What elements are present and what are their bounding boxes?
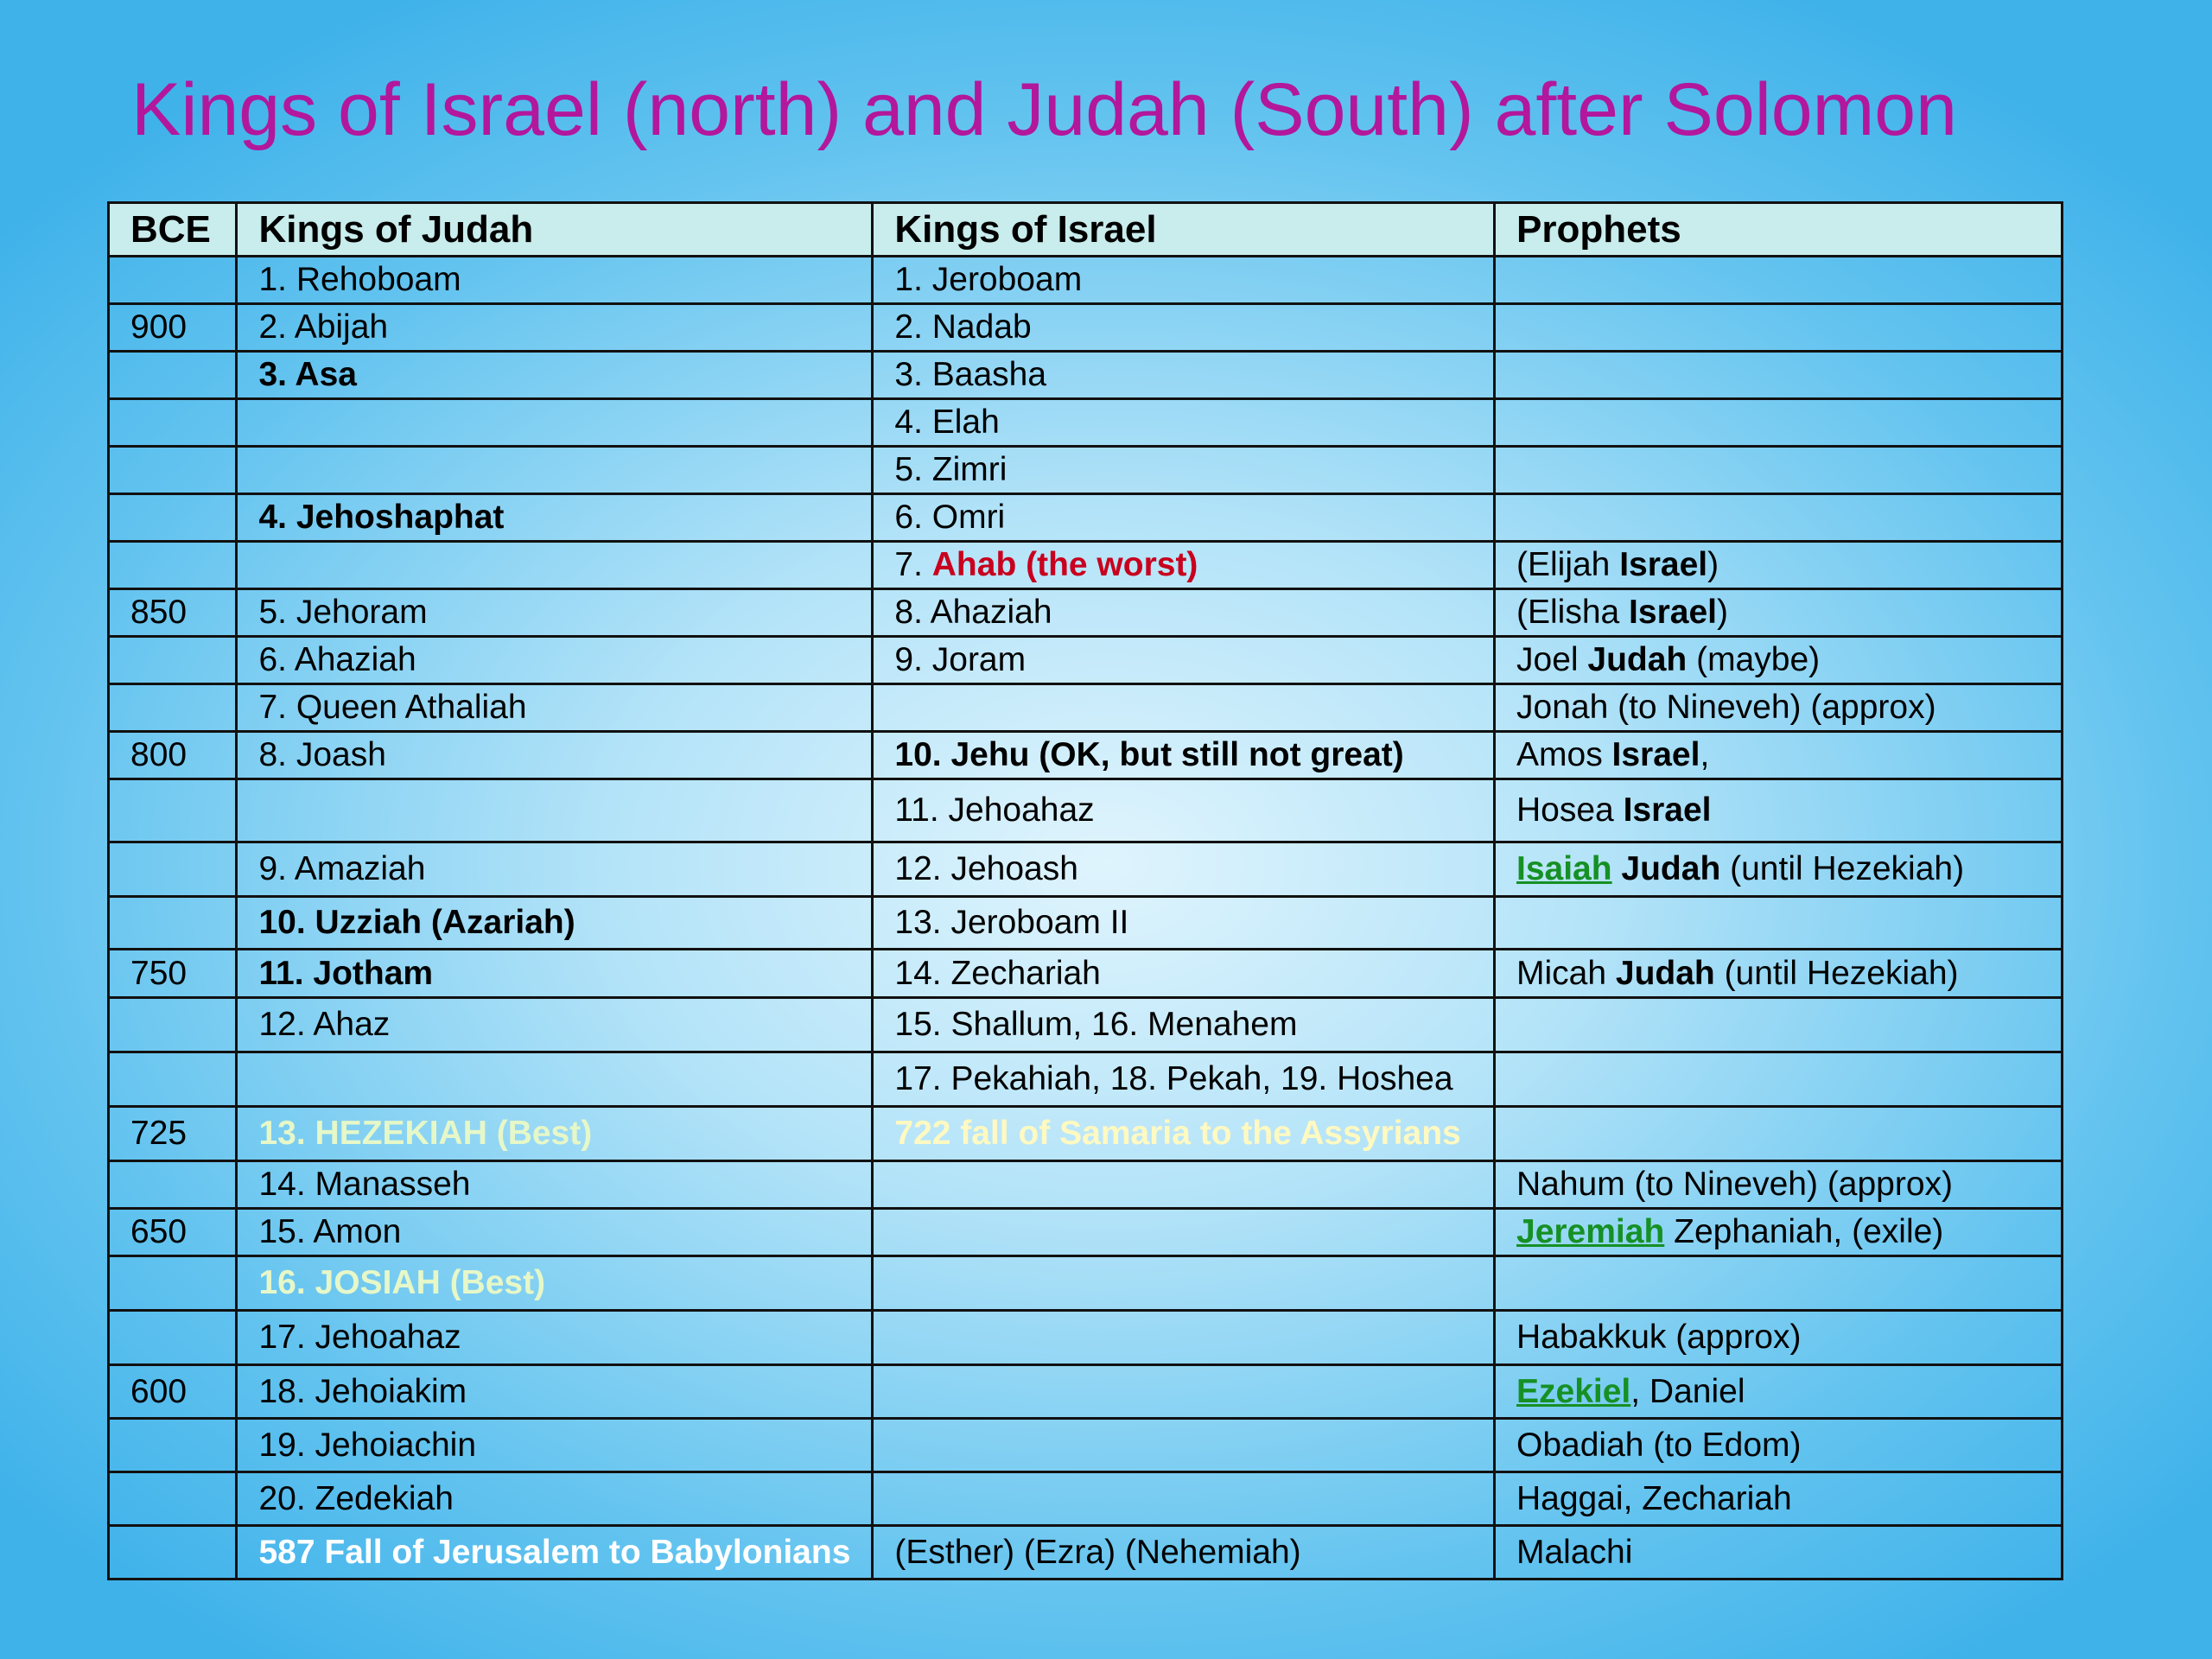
cell-text: 20. Zedekiah: [258, 1479, 454, 1517]
table-row: [109, 542, 2063, 589]
table-row: [109, 1472, 2063, 1526]
cell-text: Judah: [1621, 850, 1721, 887]
cell-judah: [237, 1419, 873, 1472]
table-row: [109, 1052, 2063, 1107]
cell-text: , Daniel: [1630, 1372, 1745, 1410]
cell-text: 18. Jehoiakim: [258, 1372, 467, 1410]
cell-israel: [873, 1107, 1495, 1161]
kings-table: [107, 201, 2063, 1580]
cell-israel: [873, 732, 1495, 779]
cell-bce: [109, 1472, 237, 1526]
table-row: [109, 589, 2063, 637]
cell-text: Micah: [1516, 954, 1616, 992]
cell-prophets: [1495, 897, 2063, 950]
cell-judah: [237, 637, 873, 684]
cell-israel: [873, 589, 1495, 637]
table-row: [109, 732, 2063, 779]
cell-text: 10. Jehu (OK, but still not great): [894, 736, 1404, 773]
cell-judah: [237, 1311, 873, 1365]
cell-israel: [873, 447, 1495, 494]
cell-prophets: [1495, 950, 2063, 998]
cell-israel: [873, 684, 1495, 732]
cell-judah: [237, 1256, 873, 1311]
cell-israel: [873, 897, 1495, 950]
cell-judah: [237, 542, 873, 589]
table-row: [109, 1365, 2063, 1419]
cell-text: 19. Jehoiachin: [258, 1426, 477, 1464]
cell-prophets: [1495, 842, 2063, 897]
cell-prophets: [1495, 542, 2063, 589]
cell-text: Joel: [1516, 641, 1588, 678]
cell-israel: [873, 1472, 1495, 1526]
cell-text: Judah: [1587, 641, 1688, 678]
cell-israel: [873, 950, 1495, 998]
cell-judah: [237, 1526, 873, 1580]
table-row: [109, 842, 2063, 897]
table-row: [109, 684, 2063, 732]
cell-israel: [873, 399, 1495, 447]
cell-text: 587 Fall of Jerusalem to Babylonians: [258, 1533, 851, 1571]
table-row: [109, 998, 2063, 1052]
table-row: [109, 1311, 2063, 1365]
table-row: [109, 1419, 2063, 1472]
cell-prophets: [1495, 1526, 2063, 1580]
header-kings-of-judah: Kings of Judah: [237, 203, 873, 257]
cell-judah: [237, 1209, 873, 1256]
cell-text: 2. Nadab: [894, 308, 1032, 346]
cell-bce: 800: [109, 732, 237, 779]
cell-text: [1612, 850, 1622, 887]
cell-prophets: [1495, 304, 2063, 352]
cell-israel: [873, 1419, 1495, 1472]
cell-israel: [873, 304, 1495, 352]
cell-prophets: [1495, 1161, 2063, 1209]
cell-text: 12. Ahaz: [258, 1006, 391, 1043]
cell-bce: [109, 1311, 237, 1365]
table-row: [109, 897, 2063, 950]
cell-israel: [873, 1161, 1495, 1209]
cell-text: (maybe): [1687, 641, 1821, 678]
cell-prophets: [1495, 1311, 2063, 1365]
table-row: [109, 352, 2063, 399]
cell-text: 17. Pekahiah, 18. Pekah, 19. Hoshea: [894, 1060, 1453, 1097]
cell-text: 17. Jehoahaz: [258, 1319, 461, 1356]
header-row: [109, 203, 2063, 257]
cell-israel: [873, 1526, 1495, 1580]
cell-bce: [109, 1256, 237, 1311]
cell-bce: [109, 447, 237, 494]
cell-prophets: [1495, 998, 2063, 1052]
cell-text: 13. Jeroboam II: [894, 904, 1129, 941]
cell-text: 8. Joash: [258, 736, 386, 773]
header-bce: BCE: [109, 203, 237, 257]
cell-prophets: [1495, 779, 2063, 842]
cell-text: Ahab (the worst): [931, 546, 1198, 583]
cell-text: Haggai, Zechariah: [1516, 1479, 1792, 1517]
cell-judah: [237, 447, 873, 494]
table-row: [109, 257, 2063, 304]
cell-judah: [237, 732, 873, 779]
table-row: [109, 1107, 2063, 1161]
cell-prophets: [1495, 494, 2063, 542]
cell-bce: [109, 257, 237, 304]
table-row: [109, 1161, 2063, 1209]
table-body: [109, 257, 2063, 1580]
cell-israel: [873, 998, 1495, 1052]
cell-text: 13. HEZEKIAH (Best): [258, 1115, 593, 1152]
cell-prophets: [1495, 1472, 2063, 1526]
cell-text: Nahum (to Nineveh) (approx): [1516, 1166, 1954, 1203]
cell-judah: [237, 1365, 873, 1419]
cell-text: 12. Jehoash: [894, 850, 1078, 887]
cell-judah: [237, 589, 873, 637]
cell-text: 722 fall of Samaria to the Assyrians: [894, 1115, 1461, 1152]
cell-text[interactable]: Isaiah: [1516, 850, 1612, 887]
cell-text: 3. Asa: [258, 356, 357, 393]
cell-bce: [109, 352, 237, 399]
cell-israel: [873, 1311, 1495, 1365]
cell-text: 5. Jehoram: [258, 594, 428, 631]
cell-judah: [237, 1472, 873, 1526]
cell-text: 14. Zechariah: [894, 954, 1101, 992]
cell-bce: 725: [109, 1107, 237, 1161]
cell-bce: [109, 779, 237, 842]
cell-prophets: [1495, 637, 2063, 684]
cell-bce: 850: [109, 589, 237, 637]
cell-text: 11. Jehoahaz: [894, 791, 1095, 829]
cell-text: Judah: [1615, 954, 1715, 992]
cell-text: 11. Jotham: [258, 954, 434, 992]
cell-text: 9. Joram: [894, 641, 1027, 678]
cell-judah: [237, 779, 873, 842]
cell-text: Hosea: [1516, 791, 1624, 829]
cell-bce: [109, 1526, 237, 1580]
cell-text[interactable]: Jeremiah: [1516, 1213, 1665, 1250]
cell-text: 7.: [894, 546, 932, 583]
cell-bce: [109, 684, 237, 732]
table-row: [109, 779, 2063, 842]
cell-judah: [237, 842, 873, 897]
cell-judah: [237, 399, 873, 447]
cell-text: (until Hezekiah): [1720, 850, 1965, 887]
cell-prophets: [1495, 352, 2063, 399]
cell-bce: 650: [109, 1209, 237, 1256]
cell-text: 4. Elah: [894, 404, 1000, 441]
cell-prophets: [1495, 684, 2063, 732]
cell-judah: [237, 494, 873, 542]
cell-prophets: [1495, 1209, 2063, 1256]
cell-prophets: [1495, 1107, 2063, 1161]
cell-judah: [237, 1161, 873, 1209]
cell-israel: [873, 1365, 1495, 1419]
cell-judah: [237, 684, 873, 732]
cell-text[interactable]: Ezekiel: [1516, 1372, 1631, 1410]
cell-text: Habakkuk (approx): [1516, 1319, 1802, 1356]
cell-text: 5. Zimri: [894, 451, 1007, 488]
cell-prophets: [1495, 1052, 2063, 1107]
cell-bce: [109, 998, 237, 1052]
table-row: [109, 399, 2063, 447]
cell-prophets: [1495, 589, 2063, 637]
cell-israel: [873, 494, 1495, 542]
cell-text: 7. Queen Athaliah: [258, 689, 527, 726]
cell-text: Jonah (to Nineveh) (approx): [1516, 689, 1936, 726]
cell-text: 15. Amon: [258, 1213, 402, 1250]
cell-text: 15. Shallum, 16. Menahem: [894, 1006, 1298, 1043]
cell-text: 1. Rehoboam: [258, 261, 461, 298]
cell-prophets: [1495, 1365, 2063, 1419]
cell-israel: [873, 542, 1495, 589]
cell-text: Israel: [1623, 791, 1712, 829]
table-row: [109, 494, 2063, 542]
cell-prophets: [1495, 732, 2063, 779]
header-prophets: Prophets: [1495, 203, 2063, 257]
cell-prophets: [1495, 1256, 2063, 1311]
cell-prophets: [1495, 257, 2063, 304]
cell-text: 10. Uzziah (Azariah): [258, 904, 575, 941]
cell-bce: 900: [109, 304, 237, 352]
cell-text: 3. Baasha: [894, 356, 1047, 393]
cell-bce: [109, 842, 237, 897]
cell-text: Amos: [1516, 736, 1612, 773]
cell-bce: [109, 399, 237, 447]
cell-judah: [237, 897, 873, 950]
table-row: [109, 950, 2063, 998]
cell-text: Israel: [1611, 736, 1700, 773]
cell-text: ): [1707, 546, 1719, 583]
table-row: [109, 1526, 2063, 1580]
cell-text: 4. Jehoshaphat: [258, 499, 505, 536]
table-row: [109, 447, 2063, 494]
header-kings-of-israel: Kings of Israel: [873, 203, 1495, 257]
cell-israel: [873, 352, 1495, 399]
cell-text: (Elisha: [1516, 594, 1630, 631]
cell-judah: [237, 1052, 873, 1107]
cell-text: ,: [1700, 736, 1710, 773]
cell-bce: 750: [109, 950, 237, 998]
cell-text: 1. Jeroboam: [894, 261, 1083, 298]
cell-judah: [237, 257, 873, 304]
cell-text: ): [1716, 594, 1728, 631]
slide-title: Kings of Israel (north) and Judah (South) after Solomon: [131, 68, 1957, 151]
cell-bce: [109, 542, 237, 589]
cell-text: Israel: [1629, 594, 1717, 631]
cell-israel: [873, 1052, 1495, 1107]
cell-text: Israel: [1619, 546, 1708, 583]
cell-text: (until Hezekiah): [1714, 954, 1959, 992]
cell-text: 14. Manasseh: [258, 1166, 471, 1203]
cell-bce: [109, 897, 237, 950]
table-row: [109, 304, 2063, 352]
cell-text: 6. Ahaziah: [258, 641, 416, 678]
cell-israel: [873, 842, 1495, 897]
cell-text: 6. Omri: [894, 499, 1006, 536]
cell-israel: [873, 1209, 1495, 1256]
cell-bce: 600: [109, 1365, 237, 1419]
cell-israel: [873, 779, 1495, 842]
cell-prophets: [1495, 447, 2063, 494]
cell-israel: [873, 257, 1495, 304]
cell-text: Malachi: [1516, 1533, 1633, 1571]
table-row: [109, 1256, 2063, 1311]
cell-bce: [109, 494, 237, 542]
cell-israel: [873, 637, 1495, 684]
cell-judah: [237, 998, 873, 1052]
cell-judah: [237, 304, 873, 352]
cell-text: 8. Ahaziah: [894, 594, 1052, 631]
table-row: [109, 1209, 2063, 1256]
cell-text: (Elijah: [1516, 546, 1620, 583]
cell-bce: [109, 1161, 237, 1209]
table-row: [109, 637, 2063, 684]
cell-text: 16. JOSIAH (Best): [258, 1264, 546, 1301]
cell-prophets: [1495, 1419, 2063, 1472]
cell-bce: [109, 1052, 237, 1107]
cell-text: 2. Abijah: [258, 308, 389, 346]
cell-bce: [109, 1419, 237, 1472]
cell-judah: [237, 352, 873, 399]
cell-text: Obadiah (to Edom): [1516, 1426, 1802, 1464]
cell-judah: [237, 950, 873, 998]
cell-prophets: [1495, 399, 2063, 447]
cell-israel: [873, 1256, 1495, 1311]
cell-bce: [109, 637, 237, 684]
cell-text: 9. Amaziah: [258, 850, 426, 887]
cell-text: (Esther) (Ezra) (Nehemiah): [894, 1533, 1301, 1571]
cell-text: Zephaniah, (exile): [1664, 1213, 1944, 1250]
cell-judah: [237, 1107, 873, 1161]
